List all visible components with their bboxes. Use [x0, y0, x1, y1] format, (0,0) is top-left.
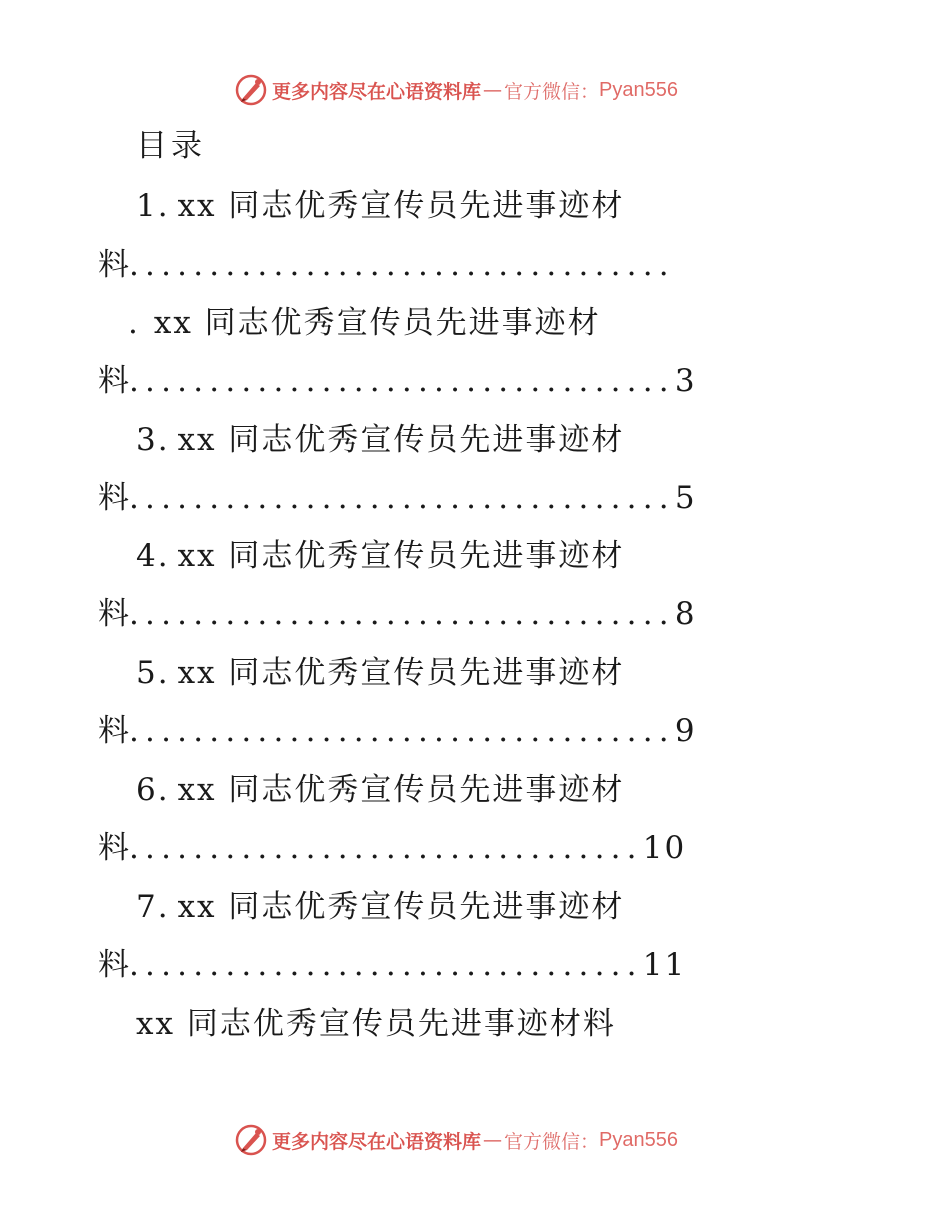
toc-leader-dots: .................................. — [129, 363, 675, 399]
banner-sub-text: 官方微信： — [504, 1130, 600, 1153]
banner-sub-text: 官方微信： — [504, 80, 600, 103]
toc-entry-1[interactable] — [136, 186, 624, 226]
banner-dash: — — [483, 79, 503, 101]
toc-page-number: 5 — [674, 480, 697, 516]
toc-leader-word: 料 — [98, 247, 129, 283]
toc-entry-2[interactable] — [128, 303, 601, 343]
toc-leader-dots: .................................. — [129, 713, 675, 749]
pen-logo-icon — [234, 1123, 268, 1157]
toc-leader-word: 料 — [98, 713, 129, 749]
toc-leader-dots: .................................. — [129, 247, 675, 283]
section-heading: xx 同志优秀宣传员先进事迹材料 — [136, 1006, 616, 1042]
toc-leader-5[interactable] — [98, 711, 748, 751]
toc-leader-dots: .................................. — [129, 480, 675, 516]
toc-leader-dots: .................................. — [129, 596, 675, 632]
toc-page-number: 3 — [674, 363, 697, 399]
toc-entry-text: xx 同志优秀宣传员先进事迹材 — [177, 538, 625, 574]
toc-entry-3[interactable] — [136, 420, 624, 460]
toc-page-number: 9 — [674, 713, 697, 749]
toc-entry-number: 3. — [136, 422, 170, 458]
toc-entry-7[interactable] — [136, 887, 624, 927]
toc-leader-word: 料 — [98, 947, 129, 983]
toc-entry-text: xx 同志优秀宣传员先进事迹材 — [153, 305, 601, 341]
toc-entry-number: 1. — [136, 188, 170, 224]
toc-entry-number: 4. — [136, 538, 170, 574]
toc-page-number: 11 — [642, 947, 687, 983]
toc-entry-text: xx 同志优秀宣传员先进事迹材 — [177, 889, 625, 925]
toc-leader-word: 料 — [98, 363, 129, 399]
banner-wechat-id: Pyan556 — [599, 78, 678, 101]
top-banner — [234, 71, 678, 109]
toc-entry-text: xx 同志优秀宣传员先进事迹材 — [177, 422, 625, 458]
toc-entry-text: xx 同志优秀宣传员先进事迹材 — [177, 655, 625, 691]
toc-page-number: 10 — [642, 830, 687, 866]
toc-entry-6[interactable] — [136, 770, 624, 810]
toc-leader-2[interactable] — [98, 361, 748, 401]
toc-entry-4[interactable] — [136, 536, 624, 576]
toc-leader-word: 料 — [98, 480, 129, 516]
toc-leader-4[interactable] — [98, 594, 748, 634]
toc-entry-5[interactable] — [136, 653, 624, 693]
toc-entry-text: xx 同志优秀宣传员先进事迹材 — [177, 188, 625, 224]
pen-logo-icon — [234, 73, 268, 107]
banner-main-text: 更多内容尽在心语资料库 — [272, 80, 482, 103]
toc-entry-number: 7. — [136, 889, 170, 925]
toc-leader-dots: ................................ — [129, 830, 643, 866]
toc-leader-word: 料 — [98, 830, 129, 866]
bottom-banner — [234, 1121, 678, 1159]
toc-leader-3[interactable] — [98, 478, 748, 518]
toc-entry-number: . — [128, 305, 140, 341]
toc-leader-dots: ................................ — [129, 947, 643, 983]
toc-entry-number: 6. — [136, 772, 170, 808]
toc-leader-1[interactable] — [98, 245, 748, 285]
toc-title: 目录 — [136, 128, 206, 164]
toc-leader-7[interactable] — [98, 945, 748, 985]
toc-page-number: 8 — [674, 596, 697, 632]
banner-wechat-id: Pyan556 — [599, 1128, 678, 1151]
banner-dash: — — [483, 1129, 503, 1151]
toc-entry-number: 5. — [136, 655, 170, 691]
toc-entry-text: xx 同志优秀宣传员先进事迹材 — [177, 772, 625, 808]
banner-main-text: 更多内容尽在心语资料库 — [272, 1130, 482, 1153]
toc-leader-6[interactable] — [98, 828, 748, 868]
toc-leader-word: 料 — [98, 596, 129, 632]
